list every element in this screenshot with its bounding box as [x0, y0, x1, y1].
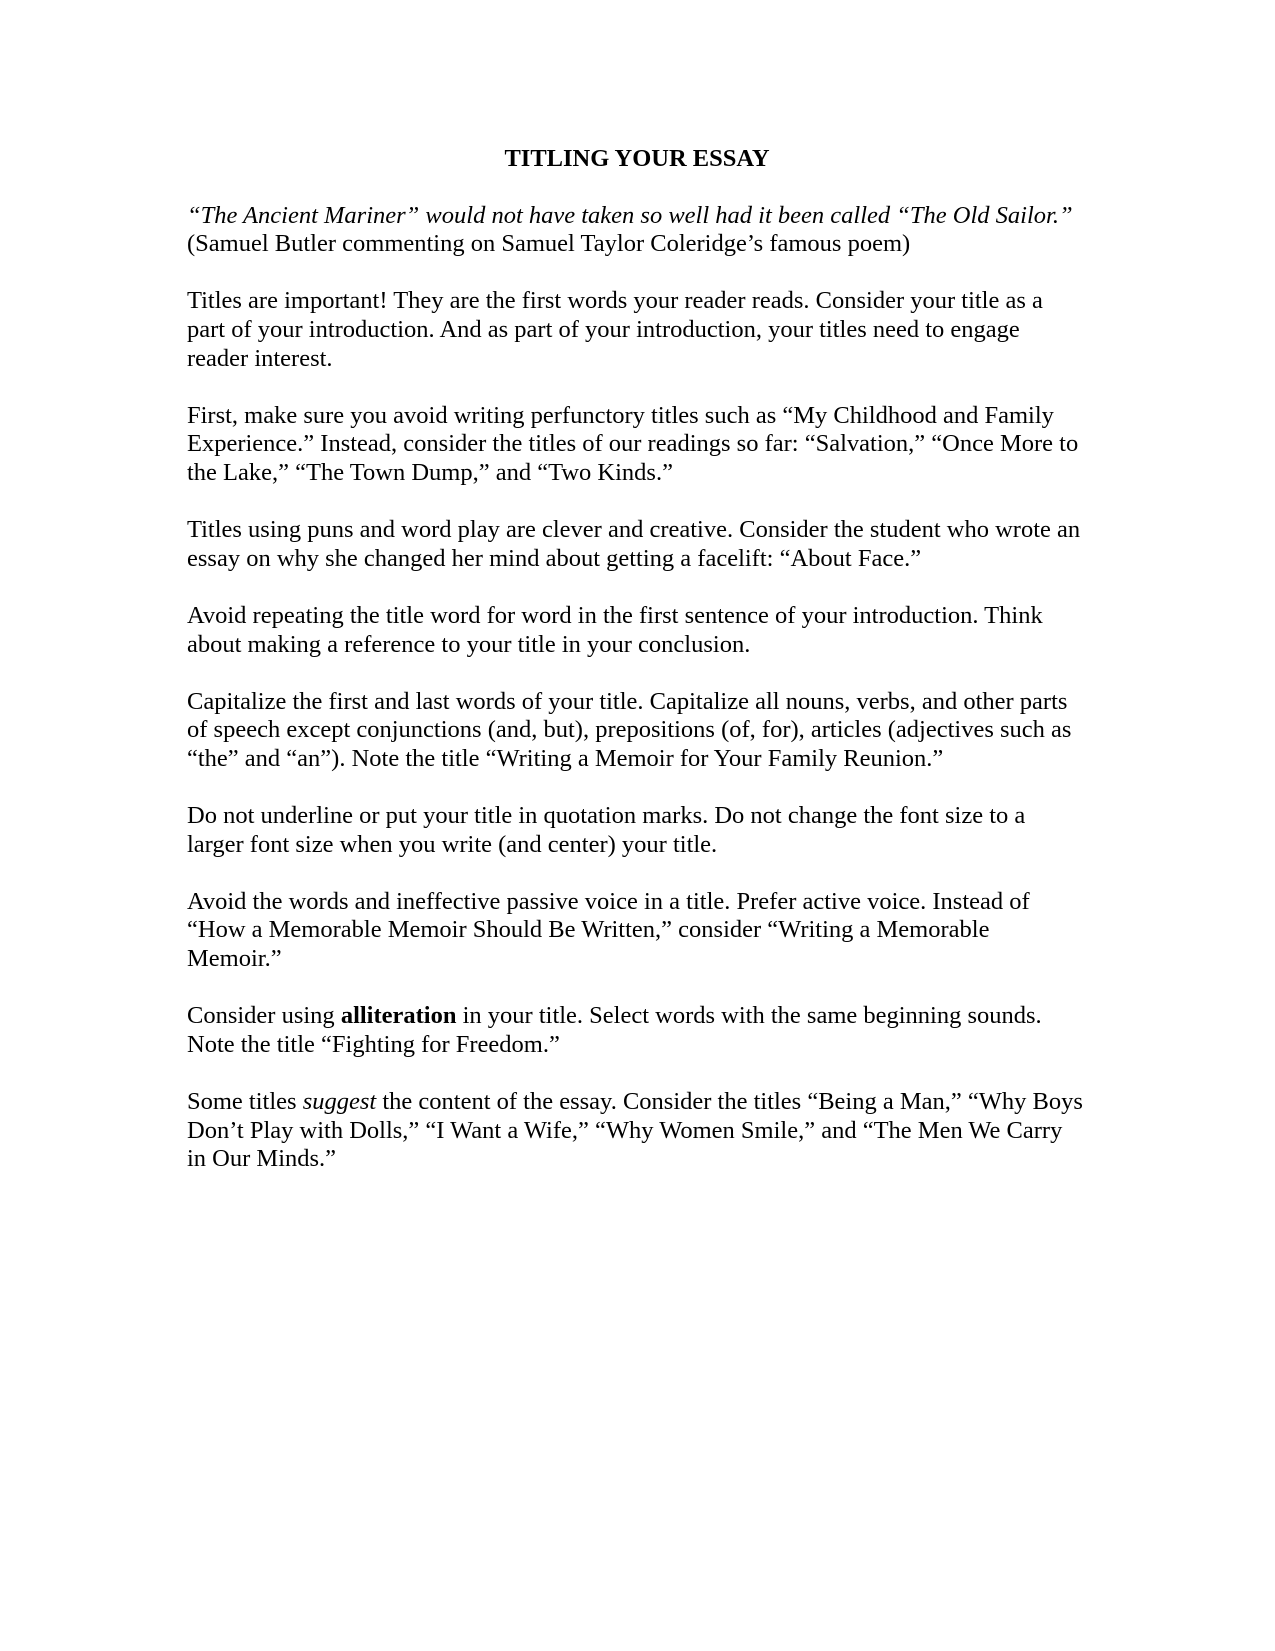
- paragraph-suggest-content: [187, 1088, 1087, 1174]
- alliteration-text-before: Consider using: [187, 1002, 341, 1030]
- alliteration-term: alliteration: [340, 1002, 457, 1030]
- suggest-term: suggest: [302, 1088, 377, 1115]
- paragraph-puns-wordplay: Titles using puns and word play are clever and creative. Consider the student who wrote an essay on why she changed her mind about getting a facelift: “About Face.”: [187, 516, 1081, 572]
- epigraph-quote: “The Ancient Mariner” would not have taken so well had it been called “The Old Sailor.”: [187, 201, 1073, 229]
- suggest-text-after: the content of the essay. Consider the titles “Being a Man,” “Why Boys Don’t Play with Dolls,” “I Want a Wife,” “Why Women Smile,” and “The Men We Carry in Our Minds.”: [187, 1088, 1083, 1173]
- paragraph-avoid-repeating: Avoid repeating the title word for word in the first sentence of your introduction. Think about making a reference to your title in your conclusion.: [187, 601, 1043, 658]
- suggest-text-before: Some titles: [187, 1088, 303, 1115]
- paragraph-active-voice: Avoid the words and ineffective passive voice in a title. Prefer active voice. Instead of “How a Memorable Memoir Should Be Written,” consider “Writing a Memorable Memoir.”: [187, 887, 1030, 973]
- alliteration-text-after: in your title. Select words with the same beginning sounds. Note the title “Fighting for Freedom.”: [187, 1002, 1042, 1058]
- epigraph-paragraph: [187, 202, 1087, 259]
- epigraph-attribution: (Samuel Butler commenting on Samuel Taylor Coleridge’s famous poem): [187, 230, 911, 258]
- document-title: TITLING YOUR ESSAY: [504, 145, 770, 172]
- paragraph-avoid-perfunctory: First, make sure you avoid writing perfunctory titles such as “My Childhood and Family Experience.” Instead, consider the titles of our readings so far: “Salvation,” “Once More to the Lake,” “The Town Dump,” and “Two Kinds.”: [187, 401, 1079, 486]
- document-page: [187, 145, 1087, 1202]
- paragraph-capitalization: Capitalize the first and last words of your title. Capitalize all nouns, verbs, and other parts of speech except conjunctions (and, but), prepositions (of, for), articles (adjectives such as “the” and “an”). Note the title “Writing a Memoir for Your Family Reunion.”: [187, 687, 1072, 772]
- paragraph-titles-important: Titles are important! They are the first words your reader reads. Consider your title as a part of your introduction. And as part of your introduction, your titles need to engage reader interest.: [187, 287, 1043, 372]
- paragraph-formatting: Do not underline or put your title in quotation marks. Do not change the font size to a larger font size when you write (and center) your title.: [187, 802, 1026, 858]
- paragraph-alliteration: [187, 1002, 1087, 1059]
